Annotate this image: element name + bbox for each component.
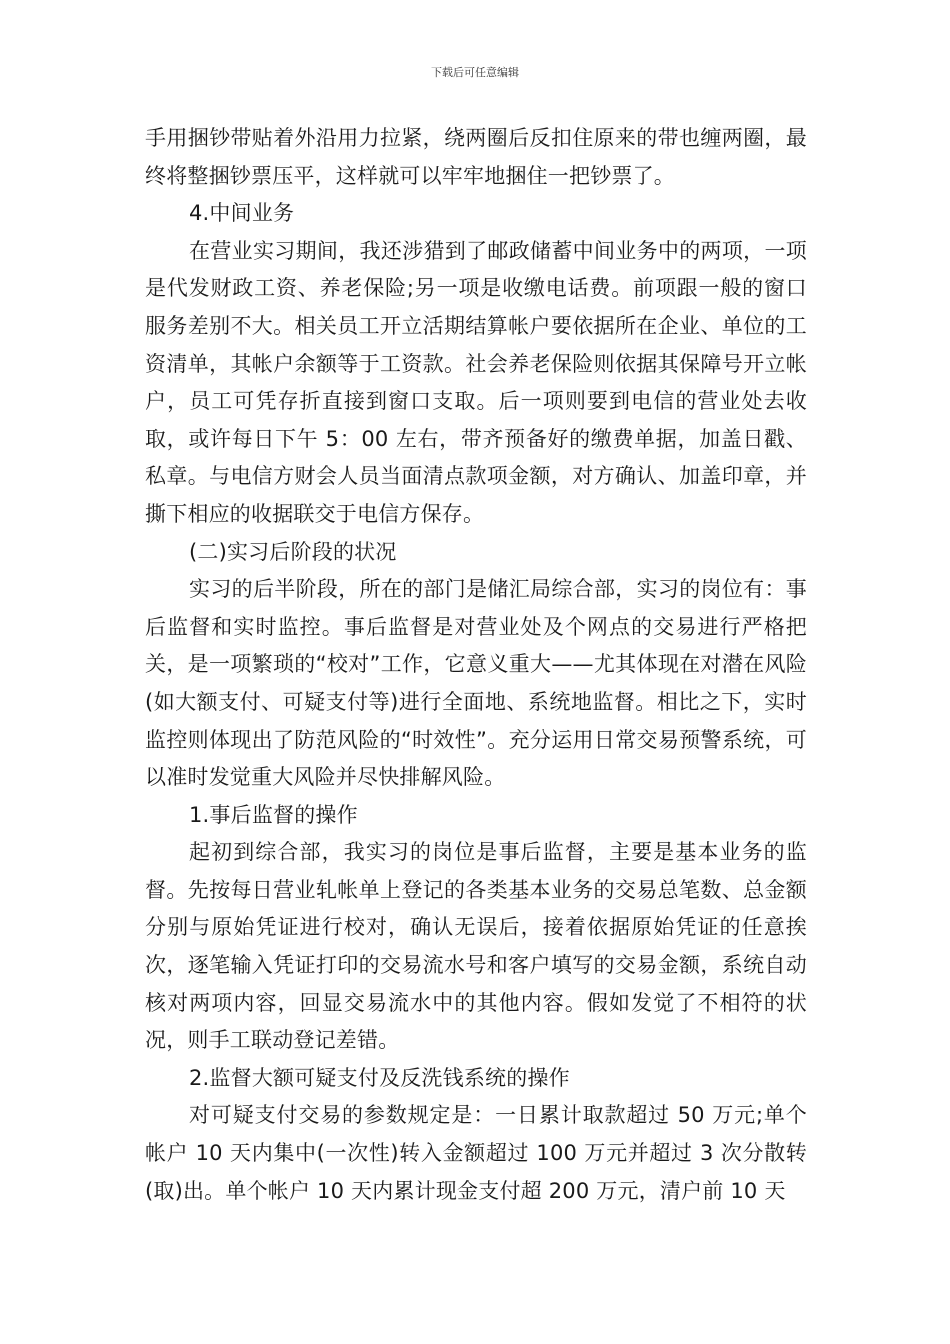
paragraph-5: 对可疑支付交易的参数规定是：一日累计取款超过 50 万元;单个帐户 10 天内集中(一次性)转入金额超过 100 万元并超过 3 次分散转(取)出。单个帐户 10 天内累计现金支付超 200 万元，清户前 10 天: [145, 1103, 807, 1203]
paragraph-2: 在营业实习期间，我还涉猎到了邮政储蓄中间业务中的两项，一项是代发财政工资、养老保险;另一项是收缴电话费。前项跟一般的窗口服务差别不大。相关员工开立活期结算帐户要依据所在企业、单位的工资清单，其帐户余额等于工资款。社会养老保险则依据其保障号开立帐户，员工可凭存折直接到窗口支取。后一项则要到电信的营业处去收取，或许每日下午 5：00 左右，带齐预备好的缴费单据，加盖日戳、私章。与电信方财会人员当面清点款项金额，对方确认、加盖印章，并撕下相应的收据联交于电信方保存。: [145, 238, 807, 526]
section-heading-intermediate-business: 4.中间业务: [189, 201, 295, 226]
section-heading-post-internship: (二)实习后阶段的状况: [189, 539, 397, 564]
document-body: [145, 120, 807, 1210]
paragraph-4: 起初到综合部，我实习的岗位是事后监督，主要是基本业务的监督。先按每日营业轧帐单上登记的各类基本业务的交易总笔数、总金额分别与原始凭证进行校对，确认无误后，接着依据原始凭证的任意挨次，逐笔输入凭证打印的交易流水号和客户填写的交易金额，系统自动核对两项内容，回显交易流水中的其他内容。假如发觉了不相符的状况，则手工联动登记差错。: [145, 840, 807, 1053]
section-heading-large-suspicious-payments: 2.监督大额可疑支付及反洗钱系统的操作: [189, 1065, 570, 1090]
page-header: 下载后可任意编辑: [431, 66, 519, 79]
paragraph-3: 实习的后半阶段，所在的部门是储汇局综合部，实习的岗位有：事后监督和实时监控。事后监督是对营业处及个网点的交易进行严格把关，是一项繁琐的“校对”工作，它意义重大——尤其体现在对潜在风险(如大额支付、可疑支付等)进行全面地、系统地监督。相比之下，实时监控则体现出了防范风险的“时效性”。充分运用日常交易预警系统，可以准时发觉重大风险并尽快排解风险。: [145, 577, 807, 790]
paragraph-1: 手用捆钞带贴着外沿用力拉紧，绕两圈后反扣住原来的带也缠两圈，最终将整捆钞票压平，这样就可以牢牢地捆住一把钞票了。: [145, 126, 807, 188]
section-heading-post-supervision: 1.事后监督的操作: [189, 802, 358, 827]
